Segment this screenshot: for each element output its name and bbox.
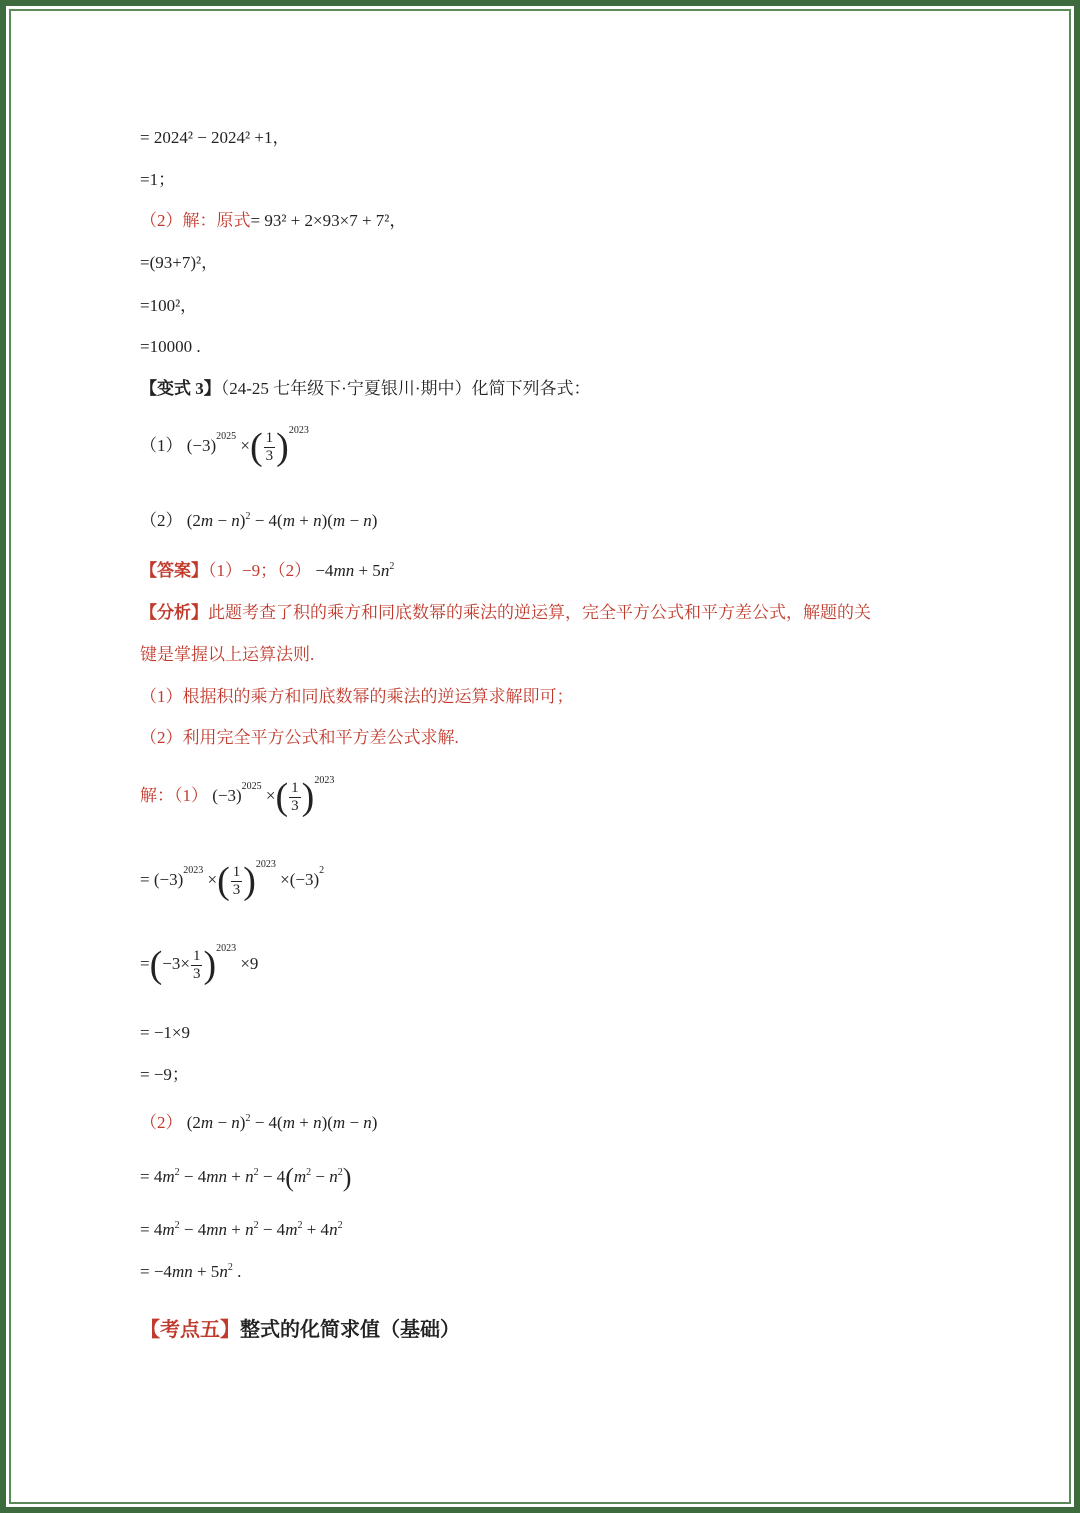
variant-tag: 【变式 3】 — [140, 379, 221, 398]
analysis-text-1: 此题考查了积的乘方和同底数幂的乘法的逆运算，完全平方公式和平方差公式，解题的关 — [208, 603, 871, 622]
solution-1-expr: $(-3)^{2025}$ ×( $\frac{1}{3}$ )$^{2023}$ — [212, 774, 335, 818]
question-1-expr: $(-3)^{2025}$ ×( $\frac{1}{3}$ )$^{2023}$ — [186, 424, 309, 468]
solution-2-step-2: = $4m^2 - 4mn + n^2 - 4m^2 + 4n^2$ — [140, 1220, 343, 1239]
solution-1-step-3: = −1×9 — [140, 1023, 191, 1042]
section-heading — [140, 1313, 460, 1342]
solution-2-step-3: = $-4mn + 5n^2$ . — [140, 1262, 242, 1281]
solution-label-1: 解：（1） — [140, 785, 208, 805]
question-2-label: （2） — [140, 511, 183, 530]
section-heading-tag: 【考点五】 — [140, 1317, 240, 1341]
eq-line-1: = 2024² − 2024² +1， — [140, 128, 290, 147]
question-2 — [140, 509, 377, 533]
answer-tag: 【答案】 — [140, 561, 208, 580]
solution-1-start — [140, 774, 335, 828]
question-1 — [140, 424, 309, 478]
variant-source: （24-25 七年级下·宁夏银川·期中）化简下列各式： — [220, 379, 591, 398]
eq-line-4: =(93+7)²， — [140, 253, 219, 272]
question-1-label: （1） — [140, 435, 183, 455]
answer-text: （1）−9；（2） — [208, 561, 312, 580]
question-2-expr: $(2m - n)^2 - 4(m + n)(m - n)$ — [186, 511, 378, 530]
answer-line — [140, 559, 394, 583]
solution-2-label: （2） — [140, 1113, 183, 1132]
eq-line-3-expr: = 93² + 2×93×7 + 7²， — [250, 211, 407, 230]
analysis-point-2: （2）利用完全平方公式和平方差公式求解. — [140, 728, 459, 747]
solution-2-step-1: = $4m^2 - 4mn + n^2 - 4(m^2 - n^2)$ — [140, 1163, 352, 1193]
eq-line-6: =10000 . — [140, 337, 201, 356]
analysis-tag: 【分析】 — [140, 603, 208, 622]
variant-header — [140, 377, 590, 401]
solution-label-2: （2）解：原式 — [140, 211, 251, 230]
solution-1-step-2: =(−3× $\frac{1}{3}$ )$^{2023}$ ×9 — [140, 942, 259, 986]
eq-line-3 — [140, 209, 406, 233]
answer-expr: $-4mn + 5n^2$ — [311, 561, 395, 580]
solution-1-step-1: = $(-3)^{2023}$ ×( $\frac{1}{3}$ )$^{2023} \times(-3)^2$ — [140, 858, 325, 902]
analysis-line-1 — [140, 601, 871, 625]
solution-1-step-4: = −9； — [140, 1065, 189, 1084]
eq-line-5: =100²， — [140, 296, 198, 315]
eq-line-2: =1； — [140, 170, 176, 189]
section-heading-title: 整式的化简求值（基础） — [240, 1317, 460, 1341]
analysis-line-2: 键是掌握以上运算法则. — [140, 645, 315, 664]
analysis-point-1: （1）根据积的乘方和同底数幂的乘法的逆运算求解即可； — [140, 687, 574, 706]
solution-2-expr: $(2m - n)^2 - 4(m + n)(m - n)$ — [186, 1113, 378, 1132]
solution-2-start — [140, 1111, 377, 1135]
